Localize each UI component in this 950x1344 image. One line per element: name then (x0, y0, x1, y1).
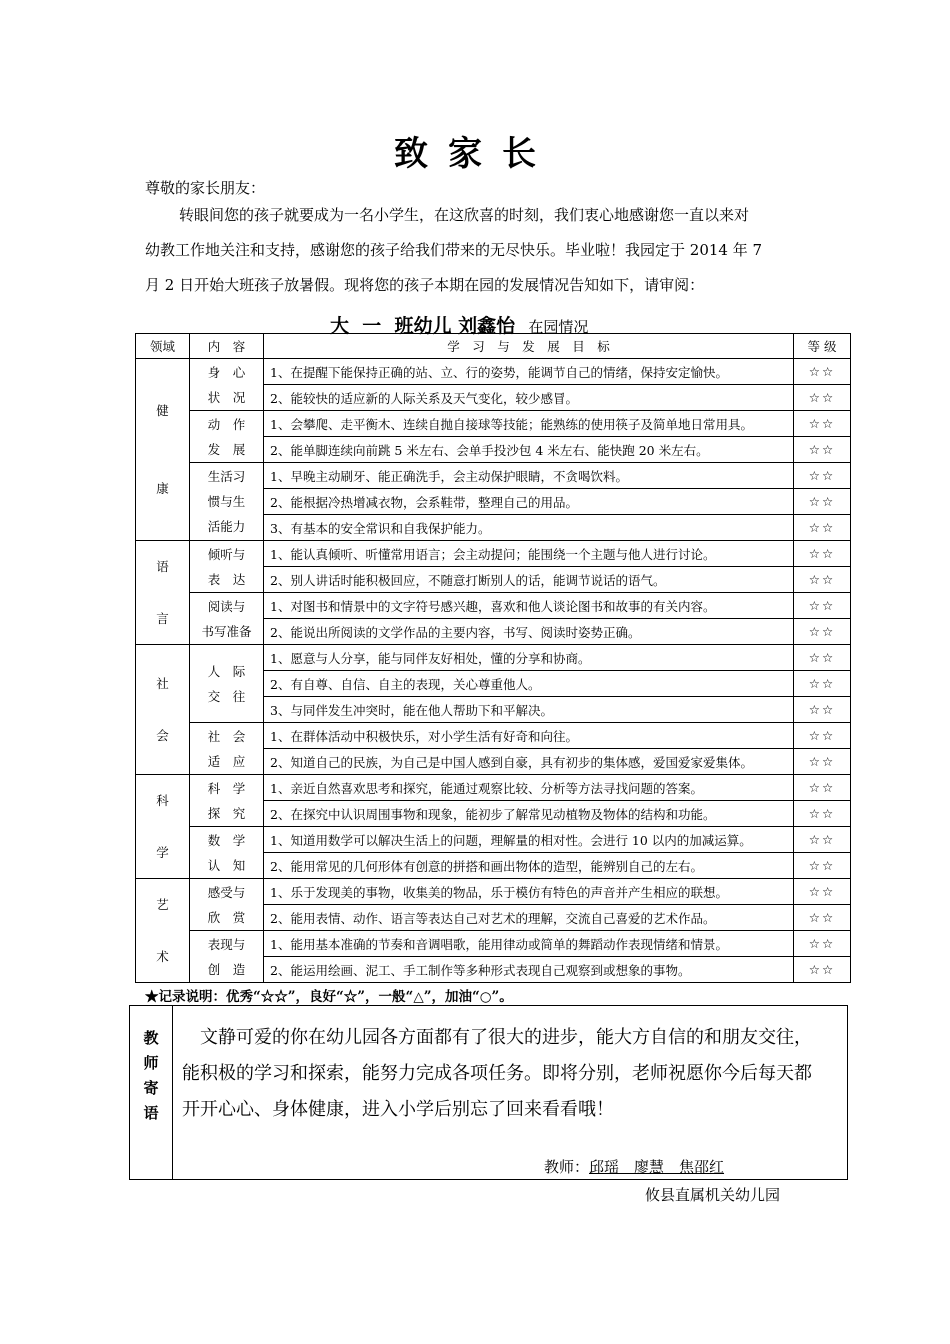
grade-cell: ☆☆ (794, 385, 851, 411)
header-goal: 学 习 与 发 展 目 标 (264, 334, 794, 359)
goal-cell: 1、在群体活动中积极快乐，对小学生活有好奇和向往。 (264, 723, 794, 749)
domain-cell (136, 541, 190, 645)
content-label: 社 会 适 应 (207, 728, 246, 769)
grade-cell: ☆☆ (794, 411, 851, 437)
goal-cell: 2、能用常见的几何形体有创意的拼搭和画出物体的造型，能辨别自己的左右。 (264, 853, 794, 879)
grade-cell: ☆☆ (794, 515, 851, 541)
content-cell (190, 463, 264, 541)
table-row (136, 463, 851, 489)
grade-cell: ☆☆ (794, 593, 851, 619)
content-label: 数 学 认 知 (207, 832, 246, 873)
content-cell (190, 827, 264, 879)
class-suffix: 在园情况 (528, 318, 589, 336)
content-cell (190, 931, 264, 983)
greeting: 尊敬的家长朋友： (145, 179, 266, 197)
teacher-message-box (129, 1005, 848, 1180)
intro-line-3: 月 2 日开始大班孩子放暑假。现将您的孩子本期在园的发展情况告知如下，请审阅： (145, 276, 705, 294)
grade-cell: ☆☆ (794, 905, 851, 931)
grade-cell: ☆☆ (794, 827, 851, 853)
goal-cell: 2、别人讲话时能积极回应，不随意打断别人的话，能调节说话的语气。 (264, 567, 794, 593)
teacher-message (182, 1020, 842, 1128)
goal-cell: 1、知道用数学可以解决生活上的问题，理解量的相对性。会进行 10 以内的加减运算。 (264, 827, 794, 853)
teacher-sign-names: 邱瑶 廖慧 焦邵红 (589, 1158, 725, 1176)
intro-line-2: 幼教工作地关注和支持，感谢您的孩子给我们带来的无尽快乐。毕业啦！我园定于 2014 年 7 (145, 241, 763, 259)
goal-cell: 1、能用基本准确的节奏和音调唱歌，能用律动或简单的舞蹈动作表现情绪和情景。 (264, 931, 794, 957)
goal-cell: 3、有基本的安全常识和自我保护能力。 (264, 515, 794, 541)
grade-cell: ☆☆ (794, 775, 851, 801)
goal-cell: 2、能用表情、动作、语言等表达自己对艺术的理解，交流自己喜爱的艺术作品。 (264, 905, 794, 931)
table-row (136, 723, 851, 749)
goal-cell: 3、与同伴发生冲突时，能在他人帮助下和平解决。 (264, 697, 794, 723)
teacher-message-label: 教师寄语 (130, 1006, 173, 1179)
page-title: 致家长 (394, 134, 556, 174)
grade-cell: ☆☆ (794, 749, 851, 775)
development-table (135, 333, 851, 983)
school-name: 攸县直属机关幼儿园 (645, 1186, 781, 1204)
content-label: 感受与 欣 赏 (207, 884, 246, 925)
content-label: 科 学 探 究 (207, 780, 246, 821)
intro-line-1: 转眼间您的孩子就要成为一名小学生，在这欣喜的时刻，我们衷心地感谢您一直以来对 (179, 206, 750, 224)
table-row (136, 827, 851, 853)
teacher-message-line-2: 能积极的学习和探索，能努力完成各项任务。即将分别，老师祝愿你今后每天都 (182, 1063, 812, 1084)
teacher-message-line-3: 开开心心、身体健康，进入小学后别忘了回来看看哦！ (182, 1099, 614, 1120)
table-header-row (136, 334, 851, 359)
teacher-message-line-1: 文静可爱的你在幼儿园各方面都有了很大的进步，能大方自信的和朋友交往， (200, 1027, 812, 1048)
content-label: 表现与 创 造 (207, 936, 246, 977)
table-row (136, 645, 851, 671)
grade-cell: ☆☆ (794, 619, 851, 645)
goal-cell: 2、能较快的适应新的人际关系及天气变化，较少感冒。 (264, 385, 794, 411)
goal-cell: 2、能说出所阅读的文学作品的主要内容，书写、阅读时姿势正确。 (264, 619, 794, 645)
domain-cell (136, 775, 190, 879)
goal-cell: 1、能认真倾听、听懂常用语言；会主动提问；能围绕一个主题与他人进行讨论。 (264, 541, 794, 567)
header-content: 内 容 (190, 334, 264, 359)
grade-cell: ☆☆ (794, 489, 851, 515)
table-row (136, 359, 851, 385)
grade-cell: ☆☆ (794, 801, 851, 827)
content-cell (190, 541, 264, 593)
goal-cell: 1、会攀爬、走平衡木、连续自抛自接球等技能；能熟练的使用筷子及简单地日常用具。 (264, 411, 794, 437)
goal-cell: 1、早晚主动刷牙、能正确洗手，会主动保护眼睛，不贪喝饮料。 (264, 463, 794, 489)
grade-cell: ☆☆ (794, 957, 851, 983)
class-number: 一 (362, 315, 382, 337)
table-row (136, 541, 851, 567)
content-cell (190, 645, 264, 723)
goal-cell: 1、在提醒下能保持正确的站、立、行的姿势，能调节自己的情绪，保持安定愉快。 (264, 359, 794, 385)
content-cell (190, 723, 264, 775)
content-cell (190, 879, 264, 931)
grade-cell: ☆☆ (794, 645, 851, 671)
table-row (136, 775, 851, 801)
teacher-signature (544, 1156, 724, 1177)
content-cell (190, 775, 264, 827)
goal-cell: 2、有自尊、自信、自主的表现，关心尊重他人。 (264, 671, 794, 697)
grade-cell: ☆☆ (794, 853, 851, 879)
domain-label: 社 会 (156, 675, 169, 743)
table-row (136, 931, 851, 957)
grade-legend-note: ★记录说明：优秀“☆☆”，良好“☆”，一般“△”，加油“○”。 (145, 989, 513, 1005)
domain-label: 科 学 (156, 792, 169, 860)
table-row (136, 879, 851, 905)
grade-cell: ☆☆ (794, 541, 851, 567)
domain-cell (136, 879, 190, 983)
grade-cell: ☆☆ (794, 567, 851, 593)
goal-cell: 2、能运用绘画、泥工、手工制作等多种形式表现自己观察到或想象的事物。 (264, 957, 794, 983)
goal-cell: 2、能单脚连续向前跳 5 米左右、会单手投沙包 4 米左右、能快跑 20 米左右。 (264, 437, 794, 463)
content-label: 身 心 状 况 (207, 364, 246, 405)
content-cell (190, 593, 264, 645)
content-cell (190, 411, 264, 463)
table-row (136, 411, 851, 437)
class-prefix: 大 (330, 315, 350, 337)
teacher-sign-label: 教师： (544, 1158, 590, 1176)
domain-label: 艺 术 (156, 896, 169, 964)
domain-label: 健 康 (156, 402, 169, 496)
grade-cell: ☆☆ (794, 671, 851, 697)
content-label: 人 际 交 往 (207, 663, 246, 704)
header-grade: 等 级 (794, 334, 851, 359)
grade-cell: ☆☆ (794, 437, 851, 463)
class-middle: 班幼儿 (394, 315, 452, 337)
grade-cell: ☆☆ (794, 879, 851, 905)
goal-cell: 1、愿意与人分享，能与同伴友好相处，懂的分享和协商。 (264, 645, 794, 671)
content-label: 倾听与 表 达 (207, 546, 246, 587)
child-name: 刘鑫怡 (458, 315, 516, 337)
goal-cell: 1、乐于发现美的事物，收集美的物品，乐于模仿有特色的声音并产生相应的联想。 (264, 879, 794, 905)
goal-cell: 1、亲近自然喜欢思考和探究，能通过观察比较、分析等方法寻找问题的答案。 (264, 775, 794, 801)
grade-cell: ☆☆ (794, 931, 851, 957)
header-domain: 领域 (136, 334, 190, 359)
content-label: 生活习 惯与生 活能力 (207, 469, 246, 534)
domain-label: 语 言 (156, 558, 169, 626)
table-row (136, 593, 851, 619)
content-label: 阅读与 书写准备 (201, 598, 252, 639)
grade-cell: ☆☆ (794, 463, 851, 489)
content-label: 动 作 发 展 (207, 416, 246, 457)
domain-cell (136, 645, 190, 775)
goal-cell: 2、知道自己的民族，为自己是中国人感到自豪，具有初步的集体感，爱国爱家爱集体。 (264, 749, 794, 775)
grade-cell: ☆☆ (794, 359, 851, 385)
grade-cell: ☆☆ (794, 723, 851, 749)
goal-cell: 1、对图书和情景中的文字符号感兴趣，喜欢和他人谈论图书和故事的有关内容。 (264, 593, 794, 619)
content-cell (190, 359, 264, 411)
goal-cell: 2、在探究中认识周围事物和现象，能初步了解常见动植物及物体的结构和功能。 (264, 801, 794, 827)
goal-cell: 2、能根据冷热增减衣物，会系鞋带，整理自己的用品。 (264, 489, 794, 515)
grade-cell: ☆☆ (794, 697, 851, 723)
domain-cell (136, 359, 190, 541)
